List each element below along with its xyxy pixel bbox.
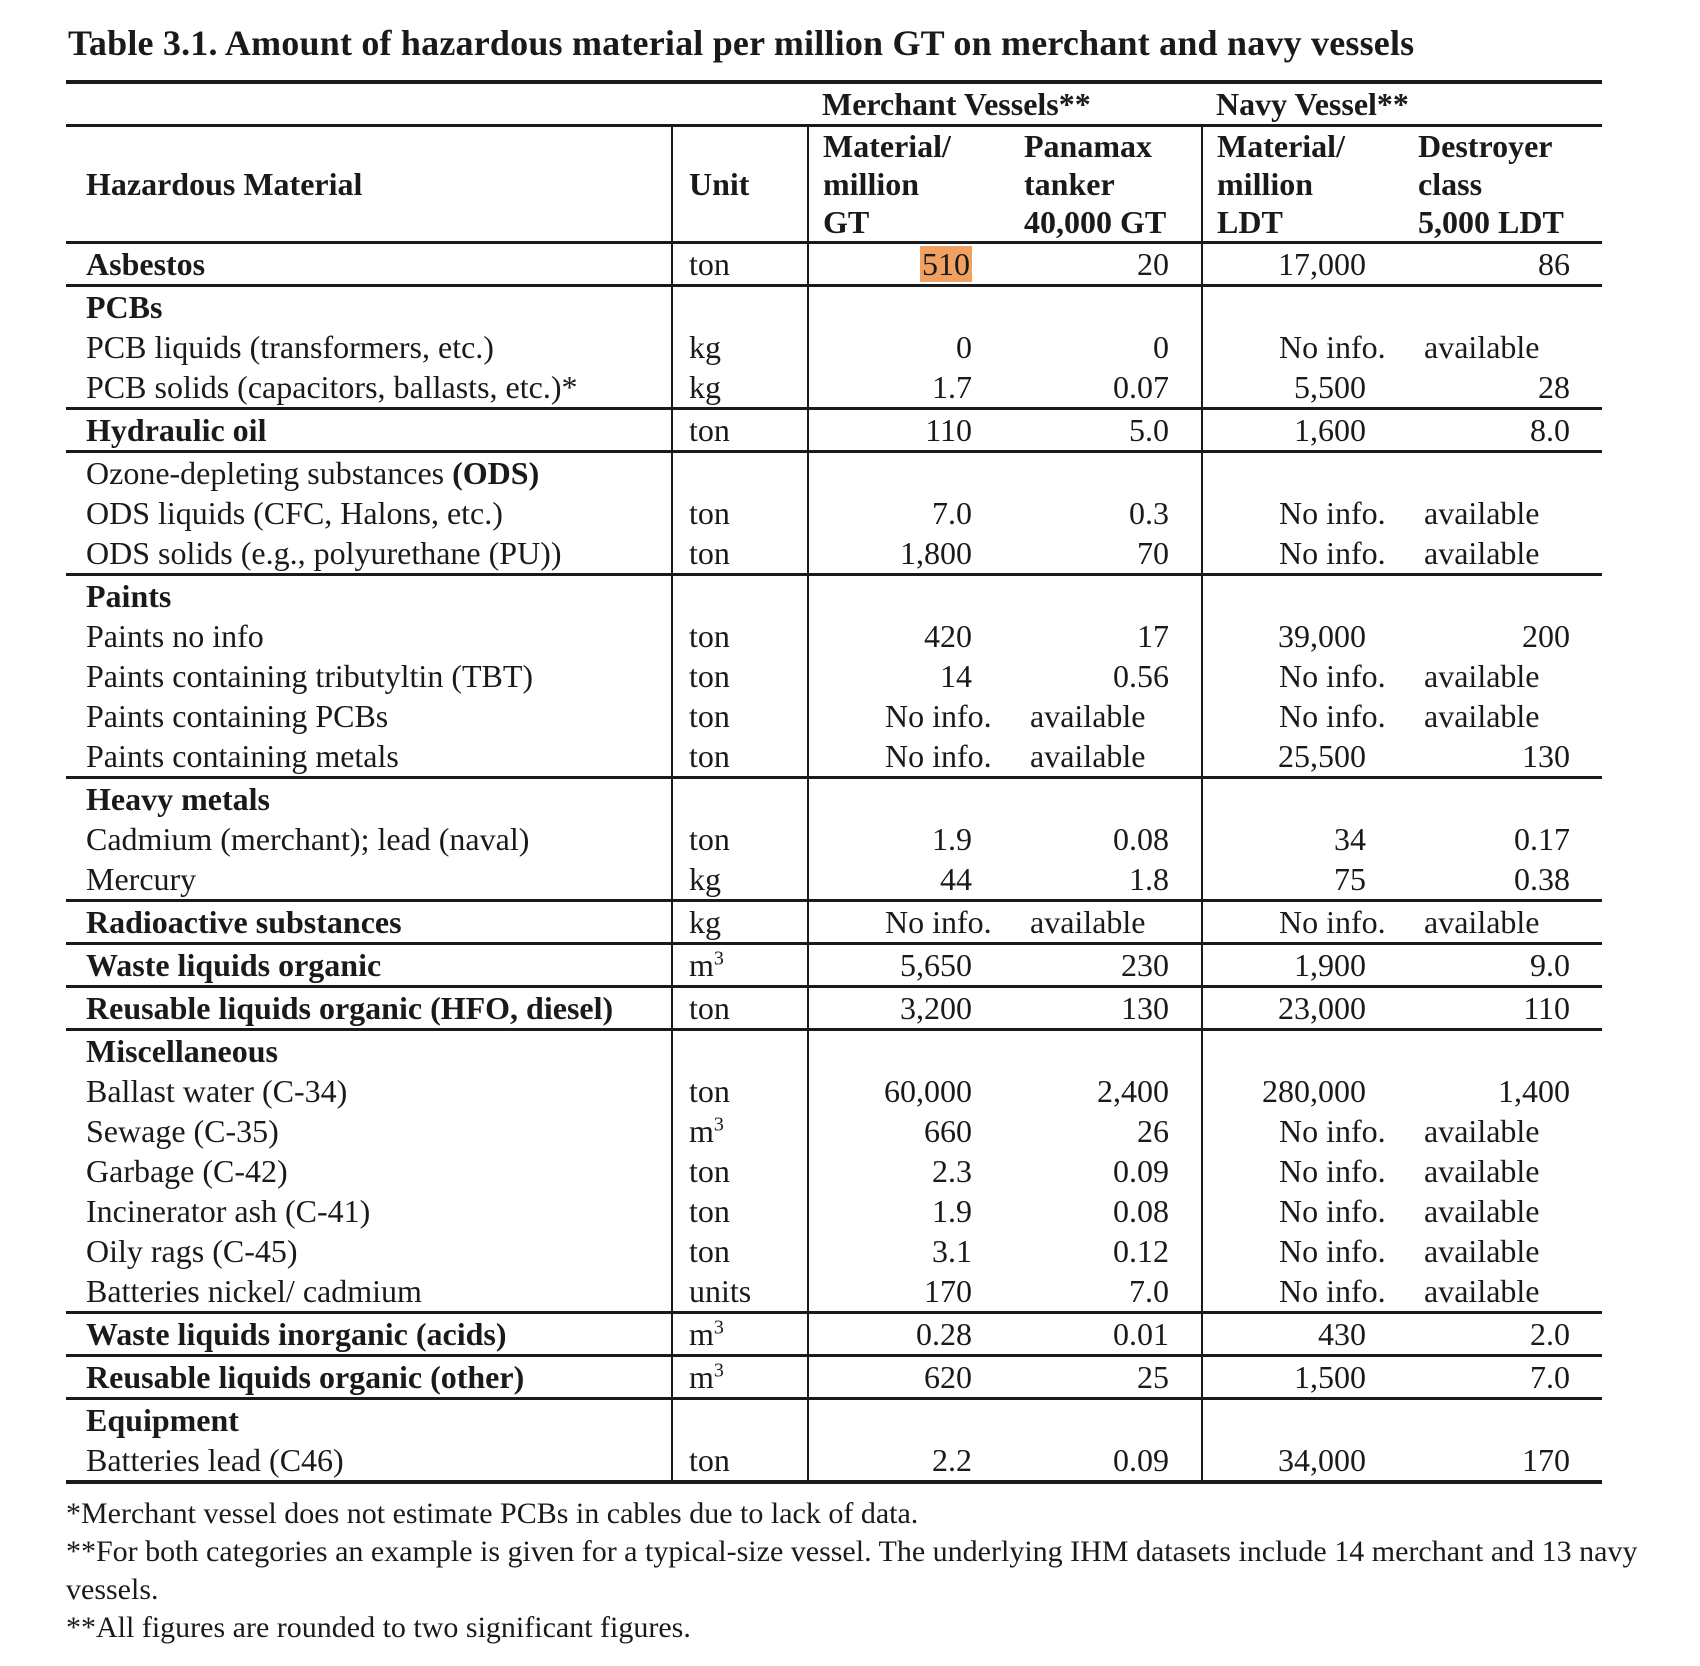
cell-value: 26 [1137,1113,1170,1149]
section-label: Equipment [66,1399,672,1441]
row-label: Batteries nickel/ cadmium [86,1273,422,1309]
table-row [66,1313,1602,1356]
table-title: Table 3.1. Amount of hazardous material per million GT on merchant and navy vessels [68,23,1415,63]
cell-value: 130 [1522,738,1571,774]
table-row [66,1111,1602,1151]
table-row [66,1356,1602,1399]
no-info-cell: available [1424,1153,1540,1189]
cell-value: 1,500 [1202,1356,1398,1399]
table-row [66,327,1602,367]
table-row [66,1399,1602,1441]
no-info-cell: No info. [1202,533,1398,575]
cell-value: 5,650 [808,944,1004,987]
cell-value: 17 [1137,618,1170,654]
no-info-cell: available [1424,1113,1540,1149]
cell-value: 1.9 [808,1191,1004,1231]
cell-value: 17,000 [1202,243,1398,286]
cell-value: 2,400 [1097,1073,1170,1109]
row-label: Ballast water (C-34) [86,1073,348,1109]
table-row [66,819,1602,859]
row-unit: $m^3$ [672,1356,808,1399]
cell-value: 5,500 [1202,367,1398,409]
section-label: Heavy metals [66,778,672,820]
row-unit: kg [672,859,808,901]
table-row [66,656,1602,696]
row-label: Paints containing PCBs [86,698,389,734]
row-label: Oily rags (C-45) [86,1233,298,1269]
section-label: PCBs [66,286,672,328]
table-row [66,736,1602,778]
col-header-unit: Unit [672,126,808,243]
row-label: Paints containing metals [86,738,399,774]
cell-value: 430 [1202,1313,1398,1356]
cell-value: 170 [1398,1440,1602,1482]
cell-value: 70 [1137,535,1170,571]
table-row [66,452,1602,494]
cell-value: 420 [808,616,1004,656]
row-unit: ton [672,1231,808,1271]
row-label: Cadmium (merchant); lead (naval) [86,821,530,857]
no-info-cell: available [1424,658,1540,694]
cell-value: 1.7 [808,367,1004,409]
cell-value: 0.12 [1113,1233,1170,1269]
no-info-cell: No info. [1202,1111,1398,1151]
no-info-cell: available [1424,495,1540,531]
cell-value: 34 [1202,819,1398,859]
cell-value: 25,500 [1202,736,1398,778]
row-unit: units [672,1271,808,1313]
row-label: Waste liquids inorganic (acids) [66,1313,672,1356]
cell-value: 44 [808,859,1004,901]
table-row [66,1231,1602,1271]
cell-value: 0.17 [1514,821,1571,857]
no-info-cell: No info. [808,736,1004,778]
cell-value: 0.09 [1004,1440,1202,1482]
no-info-cell: No info. [808,696,1004,736]
table-row [66,778,1602,820]
cell-value: 5.0 [1004,409,1202,452]
row-label: ODS liquids (CFC, Halons, etc.) [86,495,503,531]
cell-value: 230 [1004,944,1202,987]
no-info-cell: available [1424,1193,1540,1229]
cell-value: 20 [1004,243,1202,286]
cell-value: 23,000 [1202,987,1398,1030]
table-row [66,616,1602,656]
cell-value: 60,000 [808,1071,1004,1111]
cell-value: 28 [1538,369,1571,405]
table-row [66,367,1602,409]
row-label: PCB liquids (transformers, etc.) [86,329,494,365]
footnote-2: **For both categories an example is given for a typical-size vessel. The underlying IHM datasets include 14 merchant and 13 navy vessels. [66,1535,1638,1606]
table-row [66,286,1602,328]
row-label: Asbestos [66,243,672,286]
row-label: Radioactive substances [66,901,672,944]
table-row [66,696,1602,736]
cell-value: 110 [1398,987,1602,1030]
row-label: Reusable liquids organic (HFO, diesel) [66,987,672,1030]
no-info-cell: No info. [1202,1271,1398,1313]
row-label: Incinerator ash (C-41) [86,1193,371,1229]
navy-group-header: Navy Vessel** [1202,82,1602,126]
cell-value: 280,000 [1202,1071,1398,1111]
cell-value: 7.0 [1129,1273,1170,1309]
section-label: Paints [66,575,672,617]
cell-value: 0 [1153,329,1170,365]
no-info-cell: available [1424,698,1540,734]
cell-value: 0.08 [1113,1193,1170,1229]
cell-value: 34,000 [1202,1440,1398,1482]
row-label: Paints no info [86,618,264,654]
cell-value: 0.01 [1004,1313,1202,1356]
cell-value: 1.9 [808,819,1004,859]
cell-value: 86 [1398,243,1602,286]
cell-value: 14 [808,656,1004,696]
no-info-cell: available [1004,901,1202,944]
cell-value: 200 [1522,618,1571,654]
row-unit: ton [672,533,808,575]
table-row [66,533,1602,575]
footnote-3: **All figures are rounded to two significant figures. [66,1611,691,1644]
cell-value: 25 [1004,1356,1202,1399]
row-unit: kg [672,901,808,944]
cell-value: 0.3 [1129,495,1170,531]
cell-value: 0.56 [1113,658,1170,694]
cell-value: 75 [1202,859,1398,901]
no-info-cell: No info. [1202,901,1398,944]
cell-value: 8.0 [1398,409,1602,452]
cell-value: 110 [808,409,1004,452]
table-row [66,1191,1602,1231]
row-unit: ton [672,1071,808,1111]
no-info-cell: No info. [1202,696,1398,736]
col-header-navy-per-million: Material/ million LDT [1202,126,1398,243]
row-label: Sewage (C-35) [86,1113,279,1149]
highlighted-value: 510 [922,246,970,282]
cell-value: 170 [808,1271,1004,1313]
cell-value: 2.3 [808,1151,1004,1191]
merchant-group-header: Merchant Vessels** [808,82,1202,126]
cell-value: 0.09 [1113,1153,1170,1189]
cell-value [808,243,1004,286]
row-unit: ton [672,987,808,1030]
row-unit: ton [672,409,808,452]
cell-value: 620 [808,1356,1004,1399]
row-label: PCB solids (capacitors, ballasts, etc.)* [86,369,578,405]
no-info-cell: No info. [1202,656,1398,696]
table-row [66,1030,1602,1072]
no-info-cell: No info. [1202,327,1398,367]
cell-value: 2.0 [1398,1313,1602,1356]
row-label: Mercury [86,861,197,897]
row-unit: ton [672,1440,808,1482]
row-unit: $m^3$ [672,944,808,987]
cell-value: 9.0 [1398,944,1602,987]
row-unit: kg [672,367,808,409]
row-unit: $m^3$ [672,1111,808,1151]
table-row [66,1071,1602,1111]
cell-value: 0.07 [1113,369,1170,405]
column-header-row [66,126,1602,243]
row-unit: ton [672,656,808,696]
table-row [66,1440,1602,1482]
hazardous-material-table [66,80,1602,1484]
no-info-cell: available [1424,1273,1540,1309]
no-info-cell: available [1030,738,1146,774]
row-unit: kg [672,327,808,367]
cell-value: 0.38 [1514,861,1571,897]
row-unit: ton [672,819,808,859]
cell-value: 1.8 [1129,861,1170,897]
cell-value: 1,800 [808,533,1004,575]
table-row [66,987,1602,1030]
no-info-cell: available [1398,901,1602,944]
no-info-cell: No info. [1202,1151,1398,1191]
table-row [66,243,1602,286]
cell-value: 3.1 [808,1231,1004,1271]
row-label: Reusable liquids organic (other) [66,1356,672,1399]
col-header-material: Hazardous Material [66,126,672,243]
cell-value: 3,200 [808,987,1004,1030]
cell-value: 7.0 [808,493,1004,533]
row-label: Garbage (C-42) [86,1153,288,1189]
col-header-navy-example: Destroyer class 5,000 LDT [1398,126,1602,243]
row-unit: $m^3$ [672,1313,808,1356]
table-row [66,1151,1602,1191]
cell-value: 2.2 [808,1440,1004,1482]
cell-value: 0 [808,327,1004,367]
cell-value: 1,600 [1202,409,1398,452]
table-footnotes [66,1495,1666,1647]
no-info-cell: No info. [808,901,1004,944]
no-info-cell: available [1424,535,1540,571]
cell-value: 1,400 [1498,1073,1571,1109]
row-unit: ton [672,1151,808,1191]
cell-value: 39,000 [1202,616,1398,656]
col-header-merchant-per-million: Material/ million GT [808,126,1004,243]
row-unit: ton [672,696,808,736]
cell-value: 0.08 [1113,821,1170,857]
row-unit: ton [672,616,808,656]
row-unit: ton [672,243,808,286]
no-info-cell: available [1424,329,1540,365]
col-header-merchant-example: Panamax tanker 40,000 GT [1004,126,1202,243]
section-label: Ozone-depleting substances (ODS) [66,452,672,494]
no-info-cell: No info. [1202,1231,1398,1271]
section-label: Miscellaneous [66,1030,672,1072]
table-row [66,1271,1602,1313]
no-info-cell: available [1030,698,1146,734]
cell-value: 1,900 [1202,944,1398,987]
no-info-cell: No info. [1202,1191,1398,1231]
table-row [66,493,1602,533]
table-row [66,859,1602,901]
row-unit: ton [672,493,808,533]
table-row [66,409,1602,452]
cell-value: 660 [808,1111,1004,1151]
row-unit: ton [672,1191,808,1231]
cell-value: 130 [1004,987,1202,1030]
table-row [66,575,1602,617]
row-unit: ton [672,736,808,778]
cell-value: 7.0 [1398,1356,1602,1399]
row-label: Batteries lead (C46) [66,1440,672,1482]
row-label: Hydraulic oil [66,409,672,452]
table-row [66,944,1602,987]
row-label: Waste liquids organic [66,944,672,987]
cell-value: 0.28 [808,1313,1004,1356]
no-info-cell: available [1424,1233,1540,1269]
no-info-cell: No info. [1202,493,1398,533]
table-row [66,901,1602,944]
row-label: ODS solids (e.g., polyurethane (PU)) [86,535,562,571]
group-header-row [66,82,1602,126]
row-label: Paints containing tributyltin (TBT) [86,658,534,694]
footnote-1: *Merchant vessel does not estimate PCBs in cables due to lack of data. [66,1497,919,1530]
